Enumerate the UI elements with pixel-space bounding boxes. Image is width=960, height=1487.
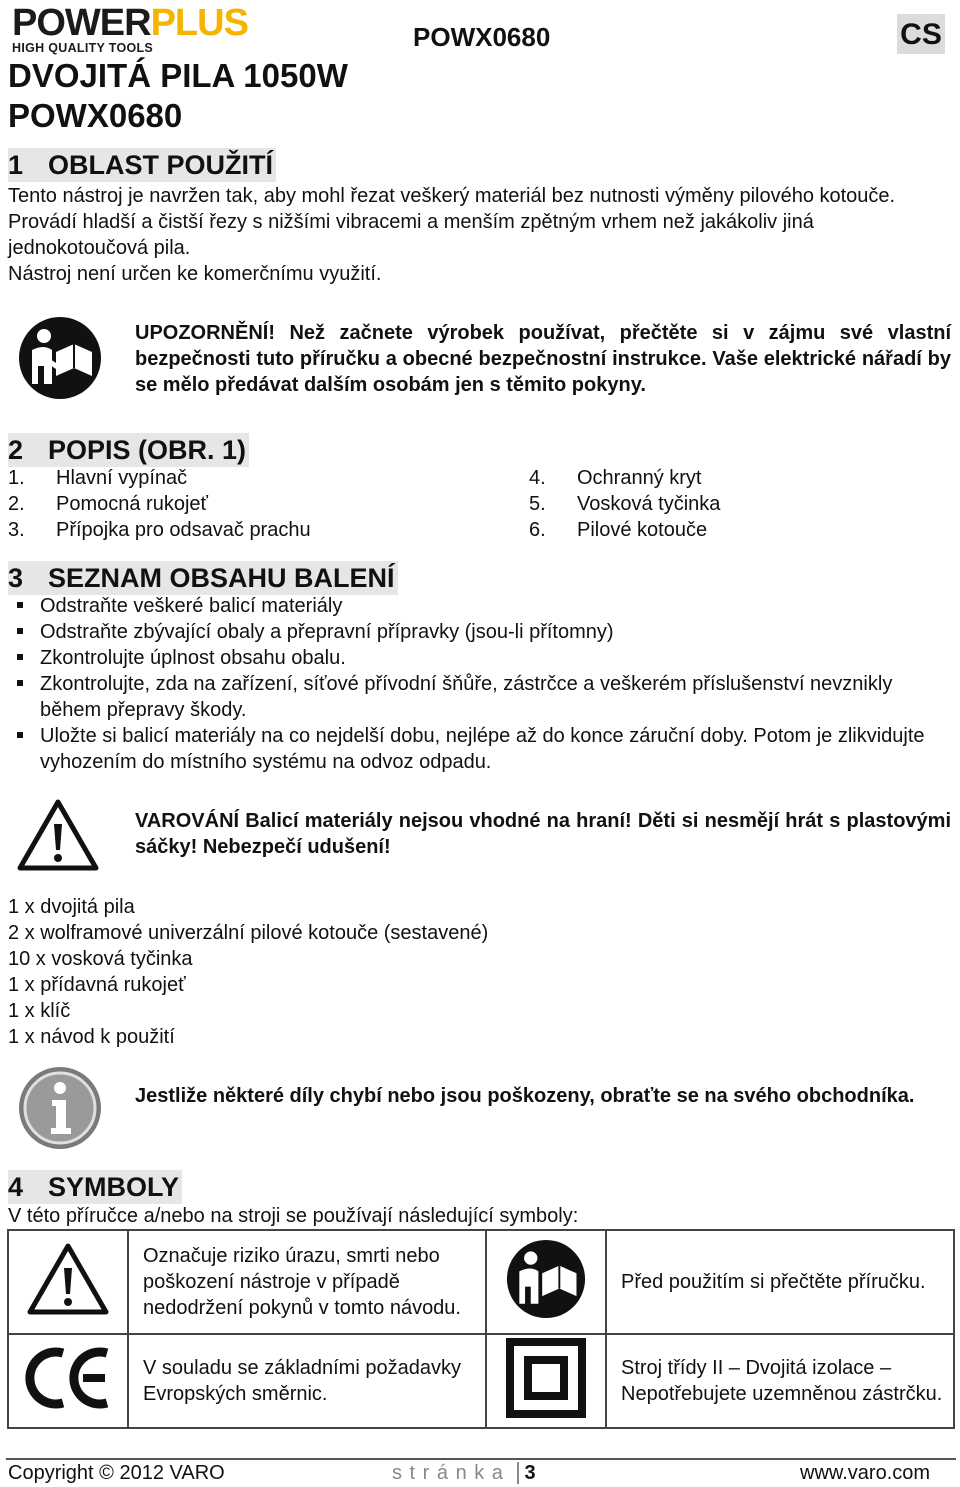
safety-warning: UPOZORNĚNÍ! Než začnete výrobek používat, přečtěte si v zájmu své vlastní bezpečnosti tuto příručku a obecné bezpečnostní instrukce. Vaše elektrické nářadí by se mělo předávat dalším osobám jen s těmito pokyny.	[135, 322, 951, 396]
section-number: 1	[8, 150, 24, 180]
section-number: 4	[8, 1172, 24, 1202]
class-ii-double-insulation-icon	[506, 1338, 586, 1418]
page-number: 3	[517, 1462, 537, 1484]
table-cell	[8, 1230, 128, 1334]
warning-triangle-icon	[26, 1242, 110, 1316]
list-item: 5. Vosková tyčinka	[529, 493, 721, 515]
list-item: 1 x přídavná rukojeť	[8, 974, 186, 996]
list-item: Odstraňte zbývající obaly a přepravní přípravky (jsou-li přítomny)	[8, 619, 943, 645]
list-item: 10 x vosková tyčinka	[8, 948, 193, 970]
list-item: 2 x wolframové univerzální pilové kotouče (sestavené)	[8, 922, 489, 944]
table-cell: Označuje riziko úrazu, smrti nebo poškození nástroje v případě nedodržení pokynů v tomto návodu.	[128, 1230, 486, 1334]
ce-mark-icon	[23, 1345, 113, 1411]
section1-paragraph: Tento nástroj je navržen tak, aby mohl řezat veškerý materiál bez nutnosti výměny pilového kotouče. Provádí hladší a čistší řezy s nižšími vibracemi a menším zpětným vrhem než jakákoliv jiná jednokotoučová pila.	[8, 185, 896, 259]
table-row	[8, 1334, 954, 1428]
section-heading-2	[8, 433, 249, 467]
package-checklist	[8, 593, 943, 775]
footer-copyright: Copyright © 2012 VARO	[8, 1462, 225, 1484]
section-heading-4	[8, 1170, 182, 1204]
table-cell: Před použitím si přečtěte příručku.	[606, 1230, 954, 1334]
section-heading-3	[8, 561, 398, 595]
packaging-warning: VAROVÁNÍ Balicí materiály nejsou vhodné na hraní! Děti si nesmějí hrát s plastovými sáčky! Nebezpečí udušení!	[135, 810, 951, 858]
brand-logo	[12, 2, 282, 55]
footer-website: www.varo.com	[800, 1462, 931, 1484]
symbols-table	[7, 1229, 955, 1429]
table-cell	[8, 1334, 128, 1428]
list-item: 1 x návod k použití	[8, 1026, 175, 1048]
page-title	[8, 56, 348, 136]
list-item: Zkontrolujte, zda na zařízení, síťové přívodní šňůře, zástrčce a veškerém příslušenství nevznikly během přepravy škody.	[8, 671, 943, 723]
brand-tagline: HIGH QUALITY TOOLS	[12, 41, 154, 55]
language-badge: CS	[897, 14, 945, 54]
section-heading-1	[8, 148, 276, 182]
package-contents	[8, 894, 488, 1050]
section-title: SYMBOLY	[48, 1172, 180, 1202]
table-cell	[486, 1334, 606, 1428]
list-item: 4. Ochranný kryt	[529, 467, 702, 489]
table-cell	[486, 1230, 606, 1334]
list-item: 3. Přípojka pro odsavač prachu	[8, 519, 311, 541]
section-number: 2	[8, 435, 24, 465]
footer-page-label: s t r á n k a 3	[392, 1462, 537, 1484]
table-row	[8, 1230, 954, 1334]
missing-parts-note: Jestliže některé díly chybí nebo jsou poškozeny, obraťte se na svého obchodníka.	[135, 1085, 915, 1107]
list-item: Odstraňte veškeré balicí materiály	[8, 593, 943, 619]
list-item: 2. Pomocná rukojeť	[8, 493, 209, 515]
read-manual-icon	[18, 316, 102, 400]
list-item: 1. Hlavní vypínač	[8, 467, 188, 489]
list-item: Uložte si balicí materiály na co nejdelší dobu, nejlépe až do konce záruční doby. Potom je zlikvidujte vyhozením do místního systému na odvoz odpadu.	[8, 723, 943, 775]
warning-triangle-icon	[16, 798, 100, 872]
table-cell: V souladu se základními požadavky Evropských směrnic.	[128, 1334, 486, 1428]
section-title: POPIS (OBR. 1)	[48, 435, 247, 465]
list-item: Zkontrolujte úplnost obsahu obalu.	[8, 645, 943, 671]
read-manual-icon	[506, 1239, 586, 1319]
section-title: SEZNAM OBSAHU BALENÍ	[48, 563, 395, 593]
brand-name-part1: POWER	[12, 2, 151, 44]
table-cell: Stroj třídy II – Dvojitá izolace – Nepotřebujete uzemněnou zástrčku.	[606, 1334, 954, 1428]
title-line-1: DVOJITÁ PILA 1050W	[8, 57, 348, 94]
list-item: 1 x dvojitá pila	[8, 896, 135, 918]
brand-name-part2: PLUS	[150, 2, 248, 44]
list-item: 1 x klíč	[8, 1000, 71, 1022]
list-item: 6. Pilové kotouče	[529, 519, 708, 541]
section-number: 3	[8, 563, 24, 593]
info-icon	[18, 1066, 102, 1150]
model-number: POWX0680	[413, 22, 551, 52]
symbols-intro: V této příručce a/nebo na stroji se používají následující symboly:	[8, 1205, 579, 1227]
section1-note: Nástroj není určen ke komerčnímu využití.	[8, 263, 382, 285]
footer-divider	[6, 1458, 956, 1460]
title-line-2: POWX0680	[8, 97, 183, 134]
section-title: OBLAST POUŽITÍ	[48, 150, 273, 180]
